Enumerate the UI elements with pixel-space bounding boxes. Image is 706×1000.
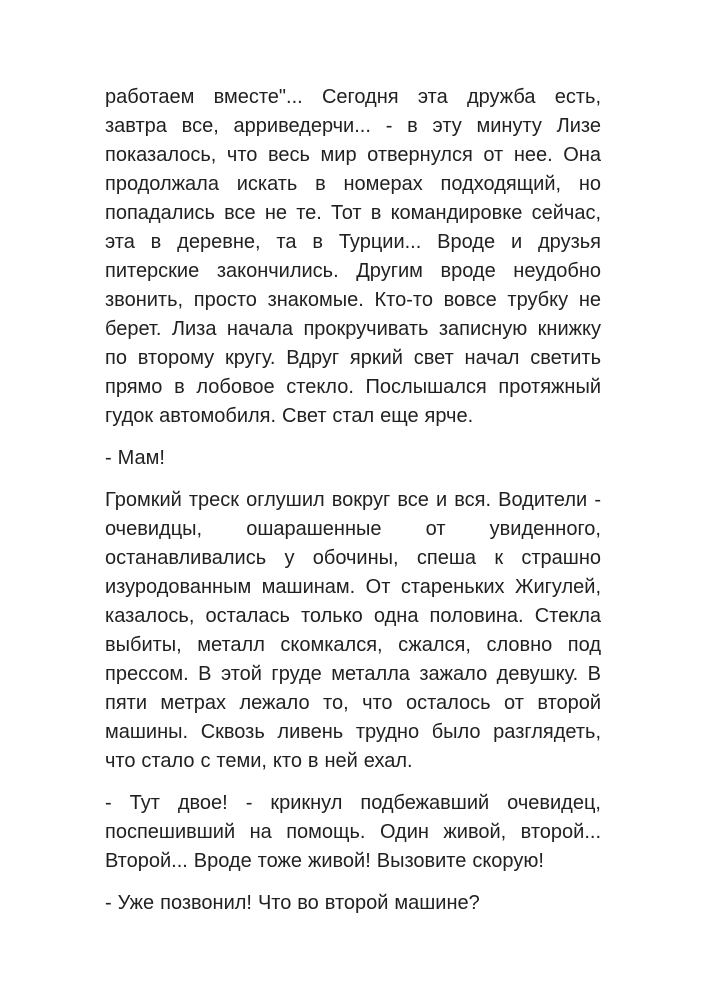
text-paragraph: работаем вместе"... Сегодня эта дружба есть, завтра все, арриведерчи... - в эту минуту Лизе показалось, что весь мир отвернулся от нее. Она продолжала искать в номерах подходящий, но попадались все не те. Тот в командировке сейчас, эта в деревне, та в Турции... Вроде и друзья питерские закончились. Другим вроде неудобно звонить, просто знакомые. Кто-то вовсе трубку не берет. Лиза начала прокручивать записную книжку по второму кругу. Вдруг яркий свет начал светить прямо в лобовое стекло. Послышался протяжный гудок автомобиля. Свет стал еще ярче. xyxy=(105,86,601,427)
dialogue-paragraph: - Тут двое! - крикнул подбежавший очевидец, поспешивший на помощь. Один живой, второй... Второй... Вроде тоже живой! Вызовите скорую! xyxy=(105,792,601,872)
dialogue-paragraph: - Уже позвонил! Что во второй машине? xyxy=(105,892,480,914)
dialogue-paragraph: - Мам! xyxy=(105,447,165,469)
text-paragraph: Громкий треск оглушил вокруг все и вся. Водители - очевидцы, ошарашенные от увиденного, останавливались у обочины, спеша к страшно изуродованным машинам. От стареньких Жигулей, казалось, осталась только одна половина. Стекла выбиты, металл скомкался, сжался, словно под прессом. В этой груде металла зажало девушку. В пяти метрах лежало то, что осталось от второй машины. Сквозь ливень трудно было разглядеть, что стало с теми, кто в ней ехал. xyxy=(105,489,601,772)
